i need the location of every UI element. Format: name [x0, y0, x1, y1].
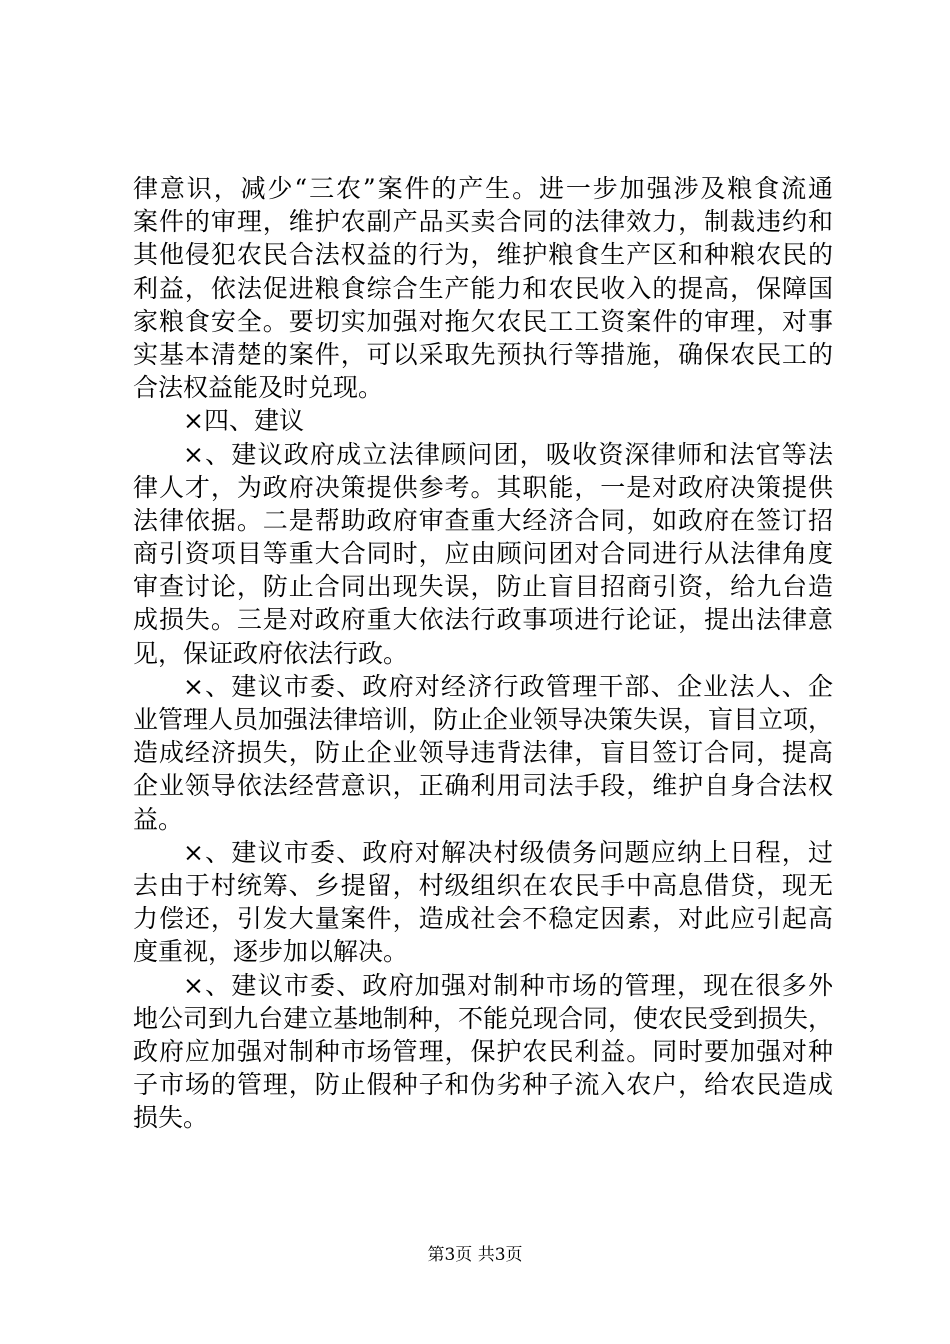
text-line: 家粮食安全。要切实加强对拖欠农民工工资案件的审理，对事	[133, 306, 833, 336]
text-line: 见，保证政府依法行政。	[133, 638, 409, 668]
paragraph	[133, 670, 833, 836]
text-line: 律意识，减少“三农”案件的产生。进一步加强涉及粮食流通	[133, 174, 833, 203]
page-number-label: 第3页 共3页	[427, 1245, 523, 1265]
paragraph	[133, 969, 833, 1135]
text-line: 成损失。三是对政府重大依法行政事项进行论证，提出法律意	[133, 605, 833, 635]
text-line: 利益，依法促进粮食综合生产能力和农民收入的提高，保障国	[133, 273, 833, 303]
text-line: ×、建议市委、政府对经济行政管理干部、企业法人、企	[183, 671, 833, 701]
text-line: 子市场的管理，防止假种子和伪劣种子流入农户，给农民造成	[133, 1070, 833, 1100]
text-line: 业管理人员加强法律培训，防止企业领导决策失误，盲目立项，	[133, 705, 834, 734]
text-line: ×、建议政府成立法律顾问团，吸收资深律师和法官等法	[183, 439, 833, 469]
text-line: 损失。	[133, 1103, 209, 1133]
text-line: ×四、建议	[183, 406, 304, 436]
text-line: 去由于村统筹、乡提留，村级组织在农民手中高息借贷，现无	[133, 870, 833, 900]
paragraph	[133, 172, 833, 404]
text-line: ×、建议市委、政府加强对制种市场的管理，现在很多外	[183, 970, 833, 1000]
page-footer	[0, 1244, 950, 1266]
text-line: 审查讨论，防止合同出现失误，防止盲目招商引资，给九台造	[133, 572, 833, 602]
text-line: 企业领导依法经营意识，正确利用司法手段，维护自身合法权	[133, 771, 833, 801]
text-line: 律人才，为政府决策提供参考。其职能，一是对政府决策提供	[133, 472, 833, 502]
text-line: 地公司到九台建立基地制种，不能兑现合同，使农民受到损失，	[133, 1003, 834, 1033]
text-line: 力偿还，引发大量案件，造成社会不稳定因素，对此应引起高	[133, 904, 833, 934]
text-line: 实基本清楚的案件，可以采取先预执行等措施，确保农民工的	[133, 339, 833, 369]
section-heading	[133, 404, 833, 437]
text-line: 合法权益能及时兑现。	[133, 373, 384, 403]
document-body	[133, 172, 833, 1134]
text-line: 政府应加强对制种市场管理，保护农民利益。同时要加强对种	[133, 1036, 833, 1066]
text-line: 益。	[133, 804, 184, 834]
text-line: 其他侵犯农民合法权益的行为，维护粮食生产区和种粮农民的	[133, 240, 833, 270]
paragraph	[133, 836, 833, 969]
text-line: 案件的审理，维护农副产品买卖合同的法律效力，制裁违约和	[133, 207, 833, 237]
text-line: 造成经济损失，防止企业领导违背法律，盲目签订合同，提高	[133, 738, 833, 768]
text-line: 度重视，逐步加以解决。	[133, 937, 409, 967]
text-line: ×、建议市委、政府对解决村级债务问题应纳上日程，过	[183, 837, 833, 867]
paragraph	[133, 438, 833, 670]
text-line: 商引资项目等重大合同时，应由顾问团对合同进行从法律角度	[133, 539, 833, 569]
text-line: 法律依据。二是帮助政府审查重大经济合同，如政府在签订招	[133, 505, 833, 535]
